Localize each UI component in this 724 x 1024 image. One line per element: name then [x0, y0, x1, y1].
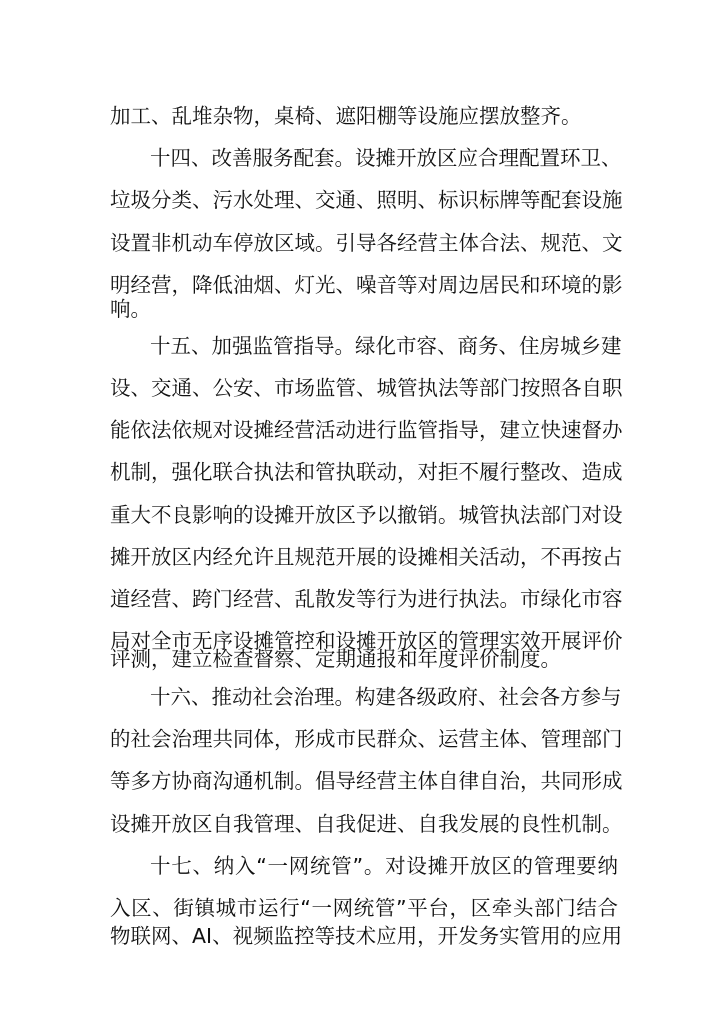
paragraph-15-line-4: 机制，强化联合执法和管执联动，对拒不履行整改、造成: [110, 460, 623, 484]
paragraph-17-line-1: 十七、纳入“一网统管”。对设摊开放区的管理要纳: [150, 854, 618, 878]
paragraph-16-line-3: 等多方协商沟通机制。倡导经营主体自律自治，共同形成: [110, 769, 623, 793]
paragraph-13-line-end: 加工、乱堆杂物，桌椅、遮阳棚等设施应摆放整齐。: [110, 104, 582, 128]
paragraph-17-line-2: 入区、街镇城市运行“一网统管”平台，区牵头部门结合: [110, 896, 618, 920]
paragraph-14-line-1: 十四、改善服务配套。设摊开放区应合理配置环卫、: [150, 146, 622, 170]
paragraph-15-line-1: 十五、加强监管指导。绿化市容、商务、住房城乡建: [150, 334, 622, 358]
paragraph-15-line-2: 设、交通、公安、市场监管、城管执法等部门按照各自职: [110, 376, 623, 400]
paragraph-14-line-5: 响。: [110, 297, 151, 321]
paragraph-16-line-4: 设摊开放区自我管理、自我促进、自我发展的良性机制。: [110, 812, 623, 836]
paragraph-16-line-1: 十六、推动社会治理。构建各级政府、社会各方参与: [150, 685, 622, 709]
paragraph-14-line-2: 垃圾分类、污水处理、交通、照明、标识标牌等配套设施: [110, 188, 623, 212]
paragraph-14-line-4: 明经营，降低油烟、灯光、噪音等对周边居民和环境的影: [110, 273, 623, 297]
paragraph-15-line-7: 道经营、跨门经营、乱散发等行为进行执法。市绿化市容: [110, 587, 623, 611]
paragraph-15-line-3: 能依法依规对设摊经营活动进行监管指导，建立快速督办: [110, 418, 623, 442]
paragraph-15-line-5: 重大不良影响的设摊开放区予以撤销。城管执法部门对设: [110, 503, 623, 527]
paragraph-15-line-8: 局对全市无序设摊管控和设摊开放区的管理实效开展评价: [110, 629, 623, 653]
paragraph-15-line-9: 评测，建立检查督察、定期通报和年度评价制度。: [110, 647, 561, 671]
paragraph-16-line-2: 的社会治理共同体，形成市民群众、运营主体、管理部门: [110, 727, 623, 751]
paragraph-17-line-3: 物联网、AI、视频监控等技术应用，开发务实管用的应用: [110, 924, 623, 948]
paragraph-15-line-6: 摊开放区内经允许且规范开展的设摊相关活动，不再按占: [110, 545, 623, 569]
paragraph-14-line-3: 设置非机动车停放区域。引导各经营主体合法、规范、文: [110, 231, 623, 255]
